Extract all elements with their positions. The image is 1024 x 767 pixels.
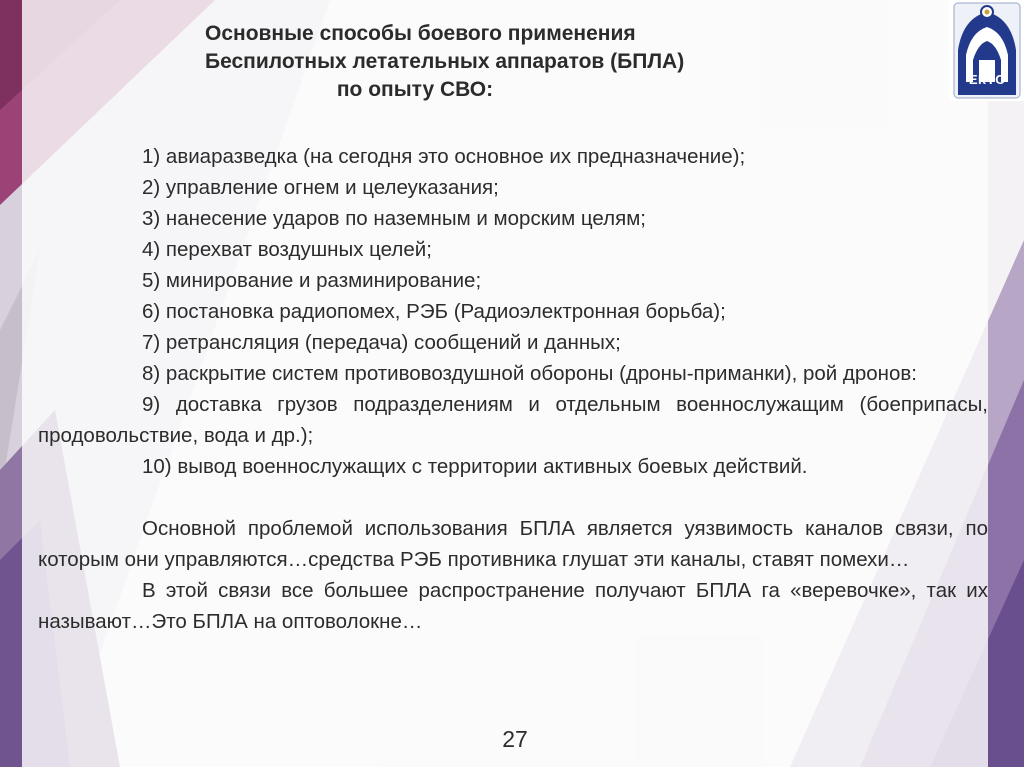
slide-title bbox=[205, 20, 685, 104]
list-item: 2) управление огнем и целеуказания; bbox=[142, 176, 499, 199]
title-line-3: по опыту СВО: bbox=[336, 78, 494, 101]
list-item: 10) вывод военнослужащих с территории активных боевых действий. bbox=[142, 455, 808, 478]
logo-text: ЕКТС bbox=[968, 72, 1006, 87]
list-item: 7) ретрансляция (передача) сообщений и данных; bbox=[142, 331, 621, 354]
body-paragraph: В этой связи все большее распространение получают БПЛА га «веревочке», так их называют…Это БПЛА на оптоволокне… bbox=[38, 579, 988, 633]
list-item: 3) нанесение ударов по наземным и морским целям; bbox=[142, 207, 646, 230]
slide-body bbox=[38, 141, 988, 637]
list-item: 5) минирование и разминирование; bbox=[142, 269, 482, 292]
page-number: 27 bbox=[502, 726, 528, 752]
title-line-2: Беспилотных летательных аппаратов (БПЛА) bbox=[205, 50, 685, 73]
list-item: 1) авиаразведка (на сегодня это основное их предназначение); bbox=[142, 145, 746, 168]
list-item: 4) перехват воздушных целей; bbox=[142, 238, 432, 261]
list-item: 8) раскрытие систем противовоздушной обороны (дроны-приманки), рой дронов: bbox=[142, 362, 917, 385]
list-item: 9) доставка грузов подразделениям и отдельным военнослужащим (боеприпасы, продовольствие, вода и др.); bbox=[38, 393, 988, 447]
body-paragraph: Основной проблемой использования БПЛА является уязвимость каналов связи, по которым они управляются…средства РЭБ противника глушат эти каналы, ставят помехи… bbox=[38, 517, 988, 571]
title-line-1: Основные способы боевого применения bbox=[205, 22, 636, 45]
paragraph-gap bbox=[38, 482, 988, 513]
list-item: 6) постановка радиопомех, РЭБ (Радиоэлектронная борьба); bbox=[142, 300, 726, 323]
